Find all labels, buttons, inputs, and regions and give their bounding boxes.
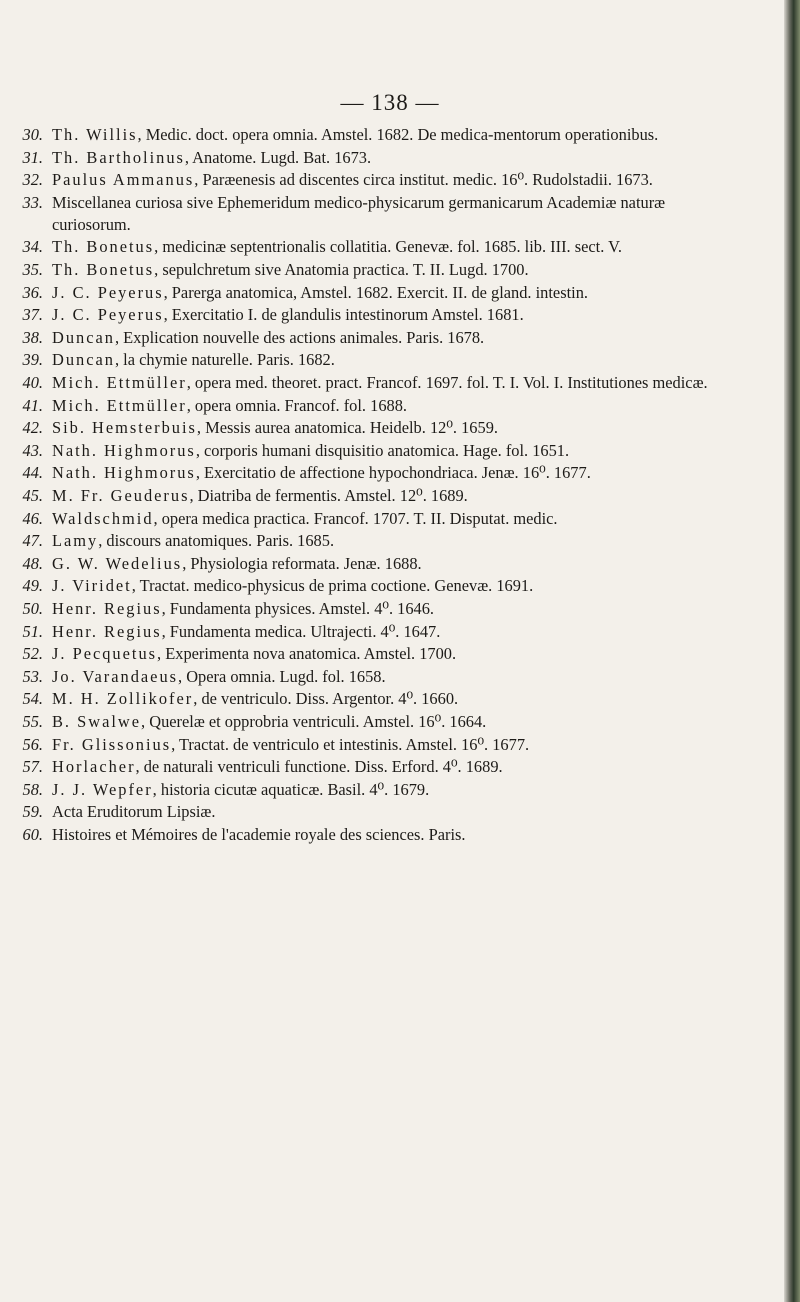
entry-author: Horlacher — [52, 757, 136, 777]
entry-body — [52, 801, 742, 823]
entry-body — [52, 304, 742, 326]
entry-text: , Parerga anatomica, Amstel. 1682. Exercit. II. de gland. intestin. — [163, 282, 588, 302]
entry-body — [52, 575, 742, 597]
entry-text: , Anatome. Lugd. Bat. 1673. — [184, 147, 372, 167]
bibliography-entry — [0, 440, 790, 462]
entry-body — [52, 711, 742, 733]
bibliography-entry — [0, 259, 790, 281]
entry-number: 32. — [22, 170, 43, 190]
entry-author: Th. Bonetus — [52, 237, 155, 257]
entry-text: Miscellanea curiosa sive Ephemeridum medico-physicarum germanicarum Academiæ naturæ curiosorum. — [52, 192, 666, 234]
entry-text: , Diatriba de fermentis. Amstel. 12⁰. 1689. — [189, 486, 468, 505]
entry-body — [52, 643, 742, 665]
entry-author: Henr. Regius — [52, 598, 162, 618]
bibliography-entry — [0, 756, 790, 778]
entry-body — [52, 192, 742, 236]
entry-number: 52. — [22, 644, 43, 664]
bibliography-entry — [0, 372, 790, 394]
entry-text: , Fundamenta physices. Amstel. 4⁰. 1646. — [161, 598, 435, 618]
entry-body — [52, 666, 742, 688]
bibliography-entry — [0, 147, 790, 169]
bibliography-entry — [0, 666, 790, 688]
entry-text: , medicinæ septentrionalis collatitia. Genevæ. fol. 1685. lib. III. sect. V. — [154, 237, 622, 257]
entry-number: 51. — [22, 621, 43, 641]
entry-author: Henr. Regius — [52, 621, 162, 641]
bibliography-entry — [0, 327, 790, 349]
bibliography-entry — [0, 530, 790, 552]
entry-author: Nath. Highmorus — [52, 463, 196, 483]
entry-number: 39. — [22, 350, 43, 370]
entry-text: , historia cicutæ aquaticæ. Basil. 4⁰. 1679. — [152, 779, 430, 799]
entry-text: , la chymie naturelle. Paris. 1682. — [114, 350, 335, 370]
entry-number: 45. — [22, 486, 43, 505]
entry-author: Duncan — [52, 327, 115, 347]
entry-author: Duncan — [52, 350, 115, 370]
entry-text: , opera medica practica. Francof. 1707. T. II. Disputat. medic. — [153, 508, 558, 528]
entry-number: 36. — [22, 282, 43, 302]
entry-author: Th. Bonetus — [52, 260, 155, 280]
bibliography-entry — [0, 575, 790, 597]
entry-body — [52, 824, 742, 846]
entry-number: 33. — [22, 192, 43, 212]
entry-body — [52, 756, 742, 778]
entry-author: Mich. Ettmüller — [52, 373, 187, 393]
entry-author: Nath. Highmorus — [52, 440, 196, 460]
entry-text: , opera omnia. Francof. fol. 1688. — [186, 395, 408, 415]
entry-author: M. Fr. Geuderus — [52, 486, 190, 505]
entry-body — [52, 327, 742, 349]
entry-body — [52, 372, 742, 394]
entry-number: 50. — [22, 598, 43, 618]
bibliography-entry — [0, 462, 790, 484]
entry-text: , de ventriculo. Diss. Argentor. 4⁰. 1660. — [193, 689, 459, 709]
entry-number: 34. — [22, 237, 43, 257]
entry-body — [52, 282, 742, 304]
bibliography-entry — [0, 349, 790, 371]
bibliography-entry — [0, 643, 790, 665]
bibliography-entry — [0, 553, 790, 575]
entry-author: Mich. Ettmüller — [52, 395, 187, 415]
entry-number: 35. — [22, 260, 43, 280]
bibliography-entry — [0, 779, 790, 801]
entry-body — [52, 553, 742, 575]
entry-body — [52, 169, 742, 191]
entry-number: 38. — [22, 327, 43, 347]
entry-text: , Opera omnia. Lugd. fol. 1658. — [178, 666, 386, 686]
bibliography-entry — [0, 508, 790, 530]
bibliography-entry — [0, 824, 790, 846]
bibliography-entry — [0, 711, 790, 733]
entry-author: J. Pecquetus — [52, 644, 158, 664]
entry-text: Acta Eruditorum Lipsiæ. — [52, 802, 216, 822]
entry-number: 40. — [22, 373, 43, 393]
entry-author: Th. Bartholinus — [52, 147, 185, 167]
entry-body — [52, 395, 742, 417]
entry-body — [52, 124, 742, 146]
entry-number: 56. — [22, 734, 43, 754]
entry-body — [52, 417, 742, 439]
entry-text: , opera med. theoret. pract. Francof. 1697. fol. T. I. Vol. I. Institutiones medicæ. — [186, 373, 708, 393]
bibliography-entry — [0, 621, 790, 643]
entry-body — [52, 485, 742, 507]
entry-number: 57. — [22, 757, 43, 777]
entry-text: , Querelæ et opprobria ventriculi. Amstel. 16⁰. 1664. — [141, 711, 487, 731]
bibliography-list — [0, 124, 790, 847]
bibliography-entry — [0, 801, 790, 823]
entry-number: 37. — [22, 305, 43, 325]
bibliography-entry — [0, 734, 790, 756]
entry-author: Th. Willis — [52, 125, 138, 144]
entry-body — [52, 236, 742, 258]
entry-text: Histoires et Mémoires de l'academie royale des sciences. Paris. — [52, 824, 466, 844]
entry-number: 54. — [22, 689, 43, 709]
bibliography-entry — [0, 124, 790, 146]
entry-text: , sepulchretum sive Anatomia practica. T. II. Lugd. 1700. — [154, 260, 529, 280]
entry-number: 60. — [22, 824, 43, 844]
entry-body — [52, 440, 742, 462]
entry-text: , Medic. doct. opera omnia. Amstel. 1682. De medica-mentorum operationibus. — [137, 125, 659, 144]
entry-body — [52, 508, 742, 530]
entry-author: J. J. Wepfer — [52, 779, 153, 799]
entry-body — [52, 259, 742, 281]
entry-body — [52, 462, 742, 484]
entry-author: M. H. Zollikofer — [52, 689, 194, 709]
entry-number: 44. — [22, 463, 43, 483]
entry-body — [52, 530, 742, 552]
entry-number: 49. — [22, 576, 43, 596]
entry-number: 55. — [22, 711, 43, 731]
entry-author: B. Swalwe — [52, 711, 142, 731]
page-number: — 138 — — [340, 90, 440, 115]
entry-number: 43. — [22, 440, 43, 460]
entry-body — [52, 147, 742, 169]
entry-text: , Paræenesis ad discentes circa institut. medic. 16⁰. Rudolstadii. 1673. — [194, 170, 653, 190]
entry-number: 30. — [22, 125, 43, 144]
entry-text: , Explication nouvelle des actions animales. Paris. 1678. — [114, 327, 485, 347]
entry-number: 48. — [22, 553, 43, 573]
entry-text: , Exercitatio de affectione hypochondriaca. Jenæ. 16⁰. 1677. — [195, 463, 591, 483]
entry-text: , Experimenta nova anatomica. Amstel. 1700. — [157, 644, 457, 664]
bibliography-entry — [0, 282, 790, 304]
entry-text: , Exercitatio I. de glandulis intestinorum Amstel. 1681. — [163, 305, 524, 325]
entry-text: , de naturali ventriculi functione. Diss. Erford. 4⁰. 1689. — [135, 757, 503, 777]
entry-text: , Fundamenta medica. Ultrajecti. 4⁰. 1647. — [161, 621, 441, 641]
entry-body — [52, 734, 742, 756]
entry-number: 41. — [22, 395, 43, 415]
entry-text: , Messis aurea anatomica. Heidelb. 12⁰. 1659. — [196, 418, 498, 438]
entry-number: 46. — [22, 508, 43, 528]
entry-body — [52, 621, 742, 643]
entry-text: , Physiologia reformata. Jenæ. 1688. — [182, 553, 422, 573]
bibliography-entry — [0, 169, 790, 191]
entry-author: Waldschmid — [52, 508, 154, 528]
bibliography-entry — [0, 598, 790, 620]
entry-author: G. W. Wedelius — [52, 553, 183, 573]
entry-body — [52, 779, 742, 801]
entry-author: Sib. Hemsterbuis — [52, 418, 197, 438]
entry-body — [52, 688, 742, 710]
entry-text: , Tractat. de ventriculo et intestinis. Amstel. 16⁰. 1677. — [171, 734, 530, 754]
bibliography-entry — [0, 485, 790, 507]
bibliography-entry — [0, 236, 790, 258]
entry-body — [52, 349, 742, 371]
entry-number: 31. — [22, 147, 43, 167]
bibliography-entry — [0, 417, 790, 439]
bibliography-entry — [0, 688, 790, 710]
entry-author: J. C. Peyerus — [52, 305, 164, 325]
bibliography-entry — [0, 192, 790, 236]
entry-author: Fr. Glissonius — [52, 734, 172, 754]
entry-author: Lamy — [52, 531, 99, 551]
entry-number: 59. — [22, 802, 43, 822]
bibliography-entry — [0, 395, 790, 417]
entry-author: J. C. Peyerus — [52, 282, 164, 302]
entry-number: 42. — [22, 418, 43, 438]
entry-author: Paulus Ammanus — [52, 170, 195, 190]
entry-text: , Tractat. medico-physicus de prima coctione. Genevæ. 1691. — [131, 576, 534, 596]
entry-author: Jo. Varandaeus — [52, 666, 179, 686]
entry-text: , discours anatomiques. Paris. 1685. — [98, 531, 335, 551]
entry-number: 58. — [22, 779, 43, 799]
bibliography-entry — [0, 304, 790, 326]
entry-number: 53. — [22, 666, 43, 686]
entry-author: J. Viridet — [52, 576, 132, 596]
entry-body — [52, 598, 742, 620]
entry-number: 47. — [22, 531, 43, 551]
entry-text: , corporis humani disquisitio anatomica. Hage. fol. 1651. — [195, 440, 570, 460]
